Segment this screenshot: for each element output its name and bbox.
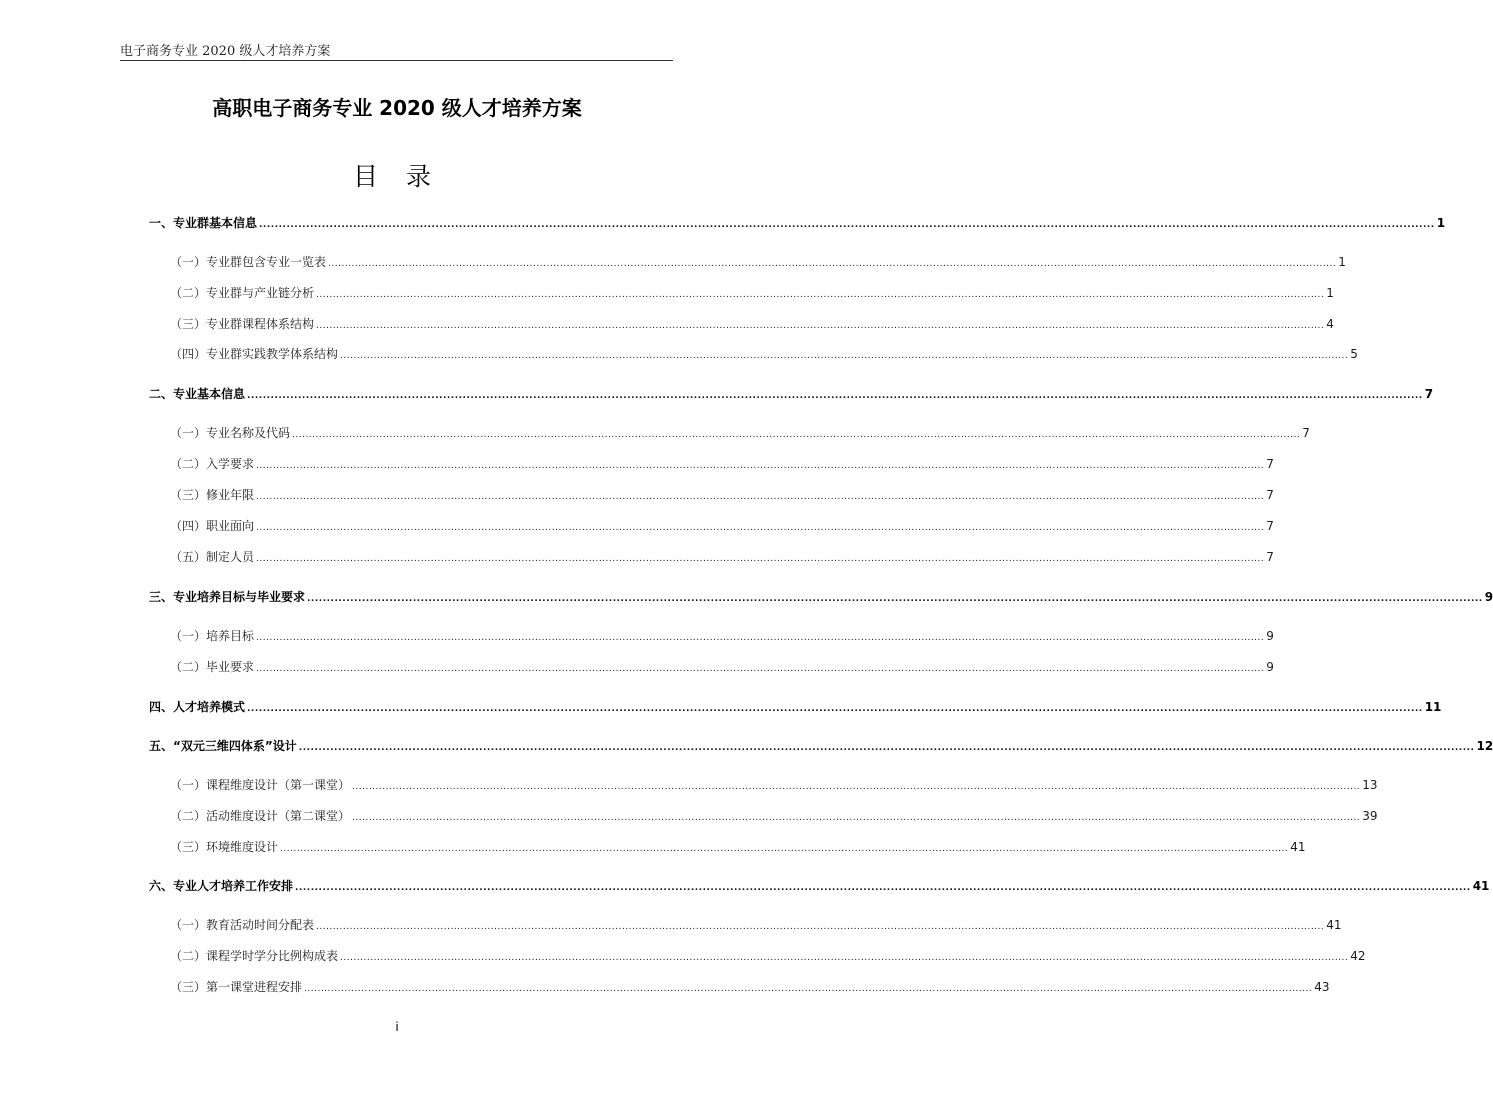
toc-entry[interactable] bbox=[170, 284, 1334, 301]
toc-leader-dots: ............................................................................................................................................................................................................................................................................................................ bbox=[256, 664, 1265, 674]
toc-entry-text: （二）活动维度设计（第二课堂） bbox=[170, 809, 351, 823]
header-rule bbox=[120, 60, 673, 61]
toc-entry[interactable] bbox=[170, 916, 1342, 933]
toc-entry[interactable] bbox=[170, 658, 1274, 675]
toc-entry-text: 二、专业基本信息 bbox=[149, 387, 246, 401]
toc-leader-dots: ............................................................................................................................................................................................................................................................................................................ bbox=[256, 633, 1265, 643]
toc-entry-text: （一）专业名称及代码 bbox=[170, 426, 291, 440]
toc-entry-text: 六、专业人才培养工作安排 bbox=[149, 879, 294, 893]
toc-leader-dots: ............................................................................................................................................................................................................................................................................................................ bbox=[298, 743, 1475, 753]
toc-entry[interactable] bbox=[170, 486, 1274, 503]
toc-leader-dots: ............................................................................................................................................................................................................................................................................................................ bbox=[352, 813, 1361, 823]
toc-entry[interactable] bbox=[149, 737, 1493, 754]
toc-entry[interactable] bbox=[170, 838, 1306, 855]
toc-entry-text: （三）修业年限 bbox=[170, 488, 255, 502]
toc-leader-dots: ............................................................................................................................................................................................................................................................................................................ bbox=[316, 321, 1325, 331]
toc-entry[interactable] bbox=[149, 214, 1446, 231]
toc-leader-dots: ............................................................................................................................................................................................................................................................................................................ bbox=[316, 290, 1325, 300]
toc-entry-page: 41 bbox=[1472, 879, 1490, 893]
toc-entry-text: （一）教育活动时间分配表 bbox=[170, 918, 315, 932]
toc-entry-page: 41 bbox=[1290, 840, 1306, 854]
toc-entry-text: （二）课程学时学分比例构成表 bbox=[170, 949, 339, 963]
toc-entry-page: 43 bbox=[1314, 980, 1330, 994]
page-number: i bbox=[395, 1020, 399, 1034]
toc-entry-text: （四）专业群实践教学体系结构 bbox=[170, 347, 339, 361]
toc-entry-page: 1 bbox=[1436, 216, 1446, 230]
toc-leader-dots: ............................................................................................................................................................................................................................................................................................................ bbox=[316, 922, 1325, 932]
toc-entry-text: （四）职业面向 bbox=[170, 519, 255, 533]
toc-entry[interactable] bbox=[170, 548, 1274, 565]
toc-entry-text: （二）毕业要求 bbox=[170, 660, 255, 674]
toc-entry-text: （三）第一课堂进程安排 bbox=[170, 980, 303, 994]
toc-entry[interactable] bbox=[170, 253, 1346, 270]
toc-leader-dots: ............................................................................................................................................................................................................................................................................................................ bbox=[259, 220, 1435, 230]
toc-entry[interactable] bbox=[149, 588, 1493, 605]
document-title: 高职电子商务专业 2020 级人才培养方案 bbox=[212, 96, 582, 120]
toc-entry-text: （一）课程维度设计（第一课堂） bbox=[170, 778, 351, 792]
toc-entry[interactable] bbox=[170, 315, 1334, 332]
toc-entry-page: 7 bbox=[1266, 488, 1274, 502]
toc-entry[interactable] bbox=[149, 877, 1490, 894]
toc-entry-page: 1 bbox=[1338, 255, 1346, 269]
toc-entry-text: （一）培养目标 bbox=[170, 629, 255, 643]
toc-leader-dots: ............................................................................................................................................................................................................................................................................................................ bbox=[256, 523, 1265, 533]
toc-entry-page: 13 bbox=[1362, 778, 1378, 792]
toc-entry[interactable] bbox=[149, 385, 1434, 402]
toc-leader-dots: ............................................................................................................................................................................................................................................................................................................ bbox=[352, 782, 1361, 792]
toc-entry-text: 一、专业群基本信息 bbox=[149, 216, 258, 230]
toc-entry-text: （五）制定人员 bbox=[170, 550, 255, 564]
toc-entry-text: （二）入学要求 bbox=[170, 457, 255, 471]
toc-entry[interactable] bbox=[149, 698, 1442, 715]
toc-entry-text: （二）专业群与产业链分析 bbox=[170, 286, 315, 300]
toc-leader-dots: ............................................................................................................................................................................................................................................................................................................ bbox=[280, 844, 1289, 854]
toc-leader-dots: ............................................................................................................................................................................................................................................................................................................ bbox=[328, 259, 1337, 269]
toc-entry-page: 7 bbox=[1302, 426, 1310, 440]
toc-entry-page: 39 bbox=[1362, 809, 1378, 823]
toc-entry-page: 9 bbox=[1484, 590, 1493, 604]
toc-entry[interactable] bbox=[170, 517, 1274, 534]
toc-leader-dots: ............................................................................................................................................................................................................................................................................................................ bbox=[307, 594, 1483, 604]
toc-entry-page: 12 bbox=[1476, 739, 1493, 753]
toc-entry-text: （三）专业群课程体系结构 bbox=[170, 317, 315, 331]
toc-entry-page: 7 bbox=[1424, 387, 1434, 401]
toc-entry-page: 7 bbox=[1266, 457, 1274, 471]
toc-leader-dots: ............................................................................................................................................................................................................................................................................................................ bbox=[247, 391, 1423, 401]
toc-leader-dots: ............................................................................................................................................................................................................................................................................................................ bbox=[256, 554, 1265, 564]
toc-leader-dots: ............................................................................................................................................................................................................................................................................................................ bbox=[256, 492, 1265, 502]
toc-entry-page: 9 bbox=[1266, 629, 1274, 643]
toc-heading: 目 录 bbox=[353, 162, 441, 191]
toc-leader-dots: ............................................................................................................................................................................................................................................................................................................ bbox=[340, 953, 1349, 963]
toc-leader-dots: ............................................................................................................................................................................................................................................................................................................ bbox=[295, 883, 1471, 893]
toc-leader-dots: ............................................................................................................................................................................................................................................................................................................ bbox=[340, 351, 1349, 361]
toc-entry[interactable] bbox=[170, 455, 1274, 472]
running-header: 电子商务专业 2020 级人才培养方案 bbox=[120, 44, 331, 59]
toc-entry[interactable] bbox=[170, 345, 1358, 362]
toc-leader-dots: ............................................................................................................................................................................................................................................................................................................ bbox=[256, 461, 1265, 471]
toc-entry-page: 9 bbox=[1266, 660, 1274, 674]
toc-entry[interactable] bbox=[170, 807, 1378, 824]
toc-entry-text: 四、人才培养模式 bbox=[149, 700, 246, 714]
toc-entry[interactable] bbox=[170, 627, 1274, 644]
toc-entry[interactable] bbox=[170, 424, 1310, 441]
toc-entry-text: （三）环境维度设计 bbox=[170, 840, 279, 854]
toc-entry-page: 1 bbox=[1326, 286, 1334, 300]
toc-entry-page: 5 bbox=[1350, 347, 1358, 361]
toc-entry-page: 11 bbox=[1424, 700, 1442, 714]
toc-entry-text: 五、“双元三维四体系”设计 bbox=[149, 739, 297, 753]
toc-entry[interactable] bbox=[170, 947, 1366, 964]
toc-leader-dots: ............................................................................................................................................................................................................................................................................................................ bbox=[247, 704, 1423, 714]
toc-entry-page: 7 bbox=[1266, 519, 1274, 533]
toc-entry-page: 41 bbox=[1326, 918, 1342, 932]
toc-entry-page: 4 bbox=[1326, 317, 1334, 331]
toc-entry-text: （一）专业群包含专业一览表 bbox=[170, 255, 327, 269]
toc-leader-dots: ............................................................................................................................................................................................................................................................................................................ bbox=[304, 984, 1313, 994]
toc-entry-page: 42 bbox=[1350, 949, 1366, 963]
toc-entry[interactable] bbox=[170, 978, 1330, 995]
toc-entry-page: 7 bbox=[1266, 550, 1274, 564]
toc-entry-text: 三、专业培养目标与毕业要求 bbox=[149, 590, 306, 604]
toc-leader-dots: ............................................................................................................................................................................................................................................................................................................ bbox=[292, 430, 1301, 440]
toc-entry[interactable] bbox=[170, 776, 1378, 793]
